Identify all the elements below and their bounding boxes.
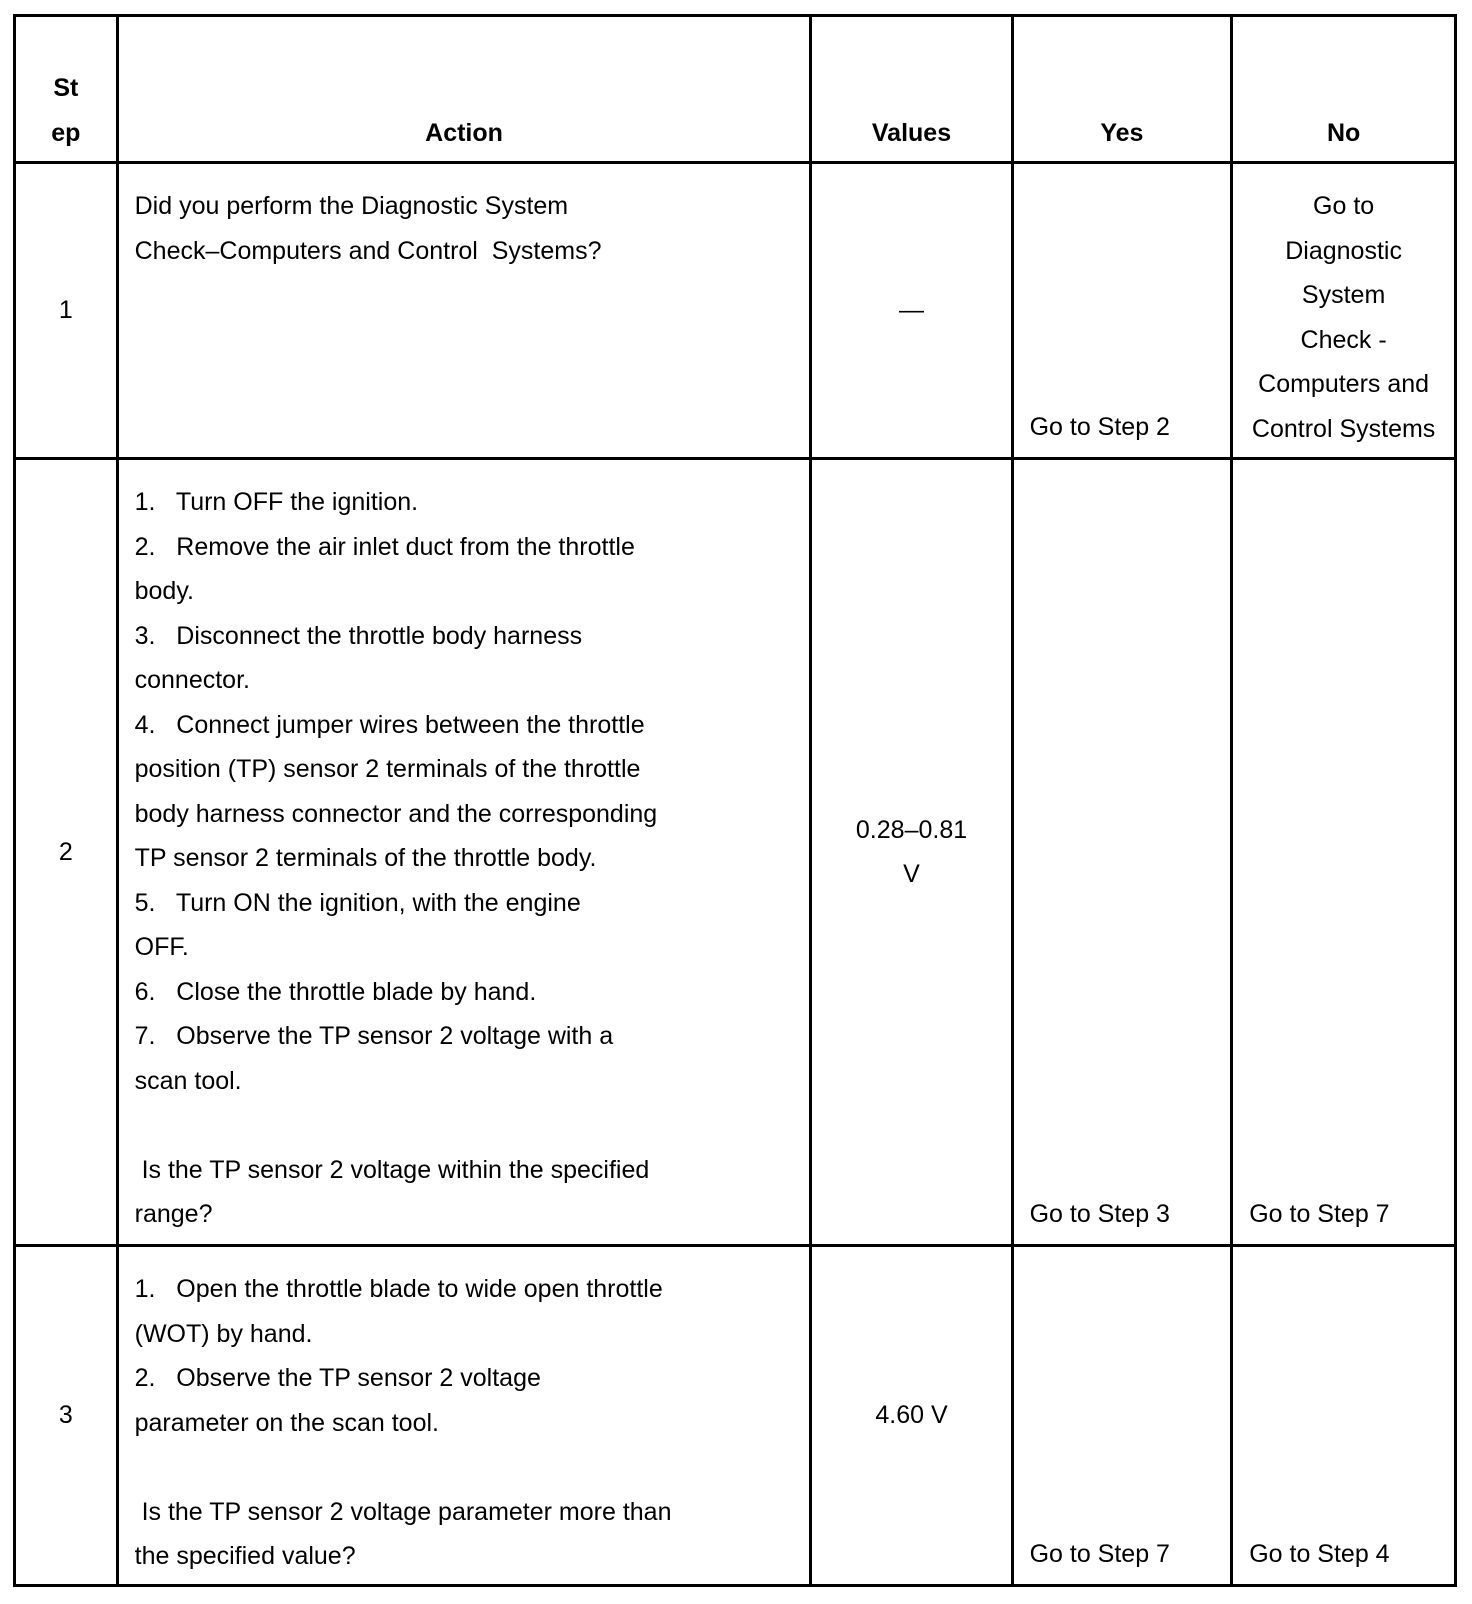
action-cell: 1. Open the throttle blade to wide open throttle (WOT) by hand. 2. Observe the TP sensor 2 voltage parameter on the scan tool. Is the TP sensor 2 voltage parameter more than the specified value? [117,1246,811,1586]
yes-cell: Go to Step 3 [1012,459,1232,1246]
table-row [15,163,1456,459]
value-cell: 0.28–0.81 V [811,459,1012,1246]
step-number: 3 [15,1246,118,1586]
no-cell: Go to Step 7 [1232,459,1456,1246]
question-text: Is the TP sensor 2 voltage parameter more than [134,1497,672,1526]
header-row [15,16,1456,163]
table-row [15,459,1456,1246]
diagnostic-table [13,14,1457,1587]
header-yes: Yes [1012,16,1232,163]
yes-cell: Go to Step 7 [1012,1246,1232,1586]
step-number: 2 [15,459,118,1246]
header-action: Action [117,16,811,163]
action-cell: 1. Turn OFF the ignition. 2. Remove the air inlet duct from the throttle body. 3. Disconnect the throttle body harness connector. 4. Connect jumper wires between the throttle position (TP) sensor 2 terminals of the throttle body harness connector and the corresponding TP sensor 2 terminals of the throttle body. 5. Turn ON the ignition, with the engine OFF. 6. Close the throttle blade by hand. 7. Observe the TP sensor 2 voltage with a scan tool. Is the TP sensor 2 voltage within the specified range? [117,459,811,1246]
no-cell: Go to Diagnostic System Check - Computers and Control Systems [1232,163,1456,459]
action-cell: Did you perform the Diagnostic System Check–Computers and Control Systems? [117,163,811,459]
yes-cell: Go to Step 2 [1012,163,1232,459]
value-cell: 4.60 V [811,1246,1012,1586]
step-number: 1 [15,163,118,459]
header-step: St ep [15,16,118,163]
header-values: Values [811,16,1012,163]
value-cell: — [811,163,1012,459]
table-row [15,1246,1456,1586]
question-text: Is the TP sensor 2 voltage within the specified [134,1155,650,1184]
no-cell: Go to Step 4 [1232,1246,1456,1586]
header-no: No [1232,16,1456,163]
